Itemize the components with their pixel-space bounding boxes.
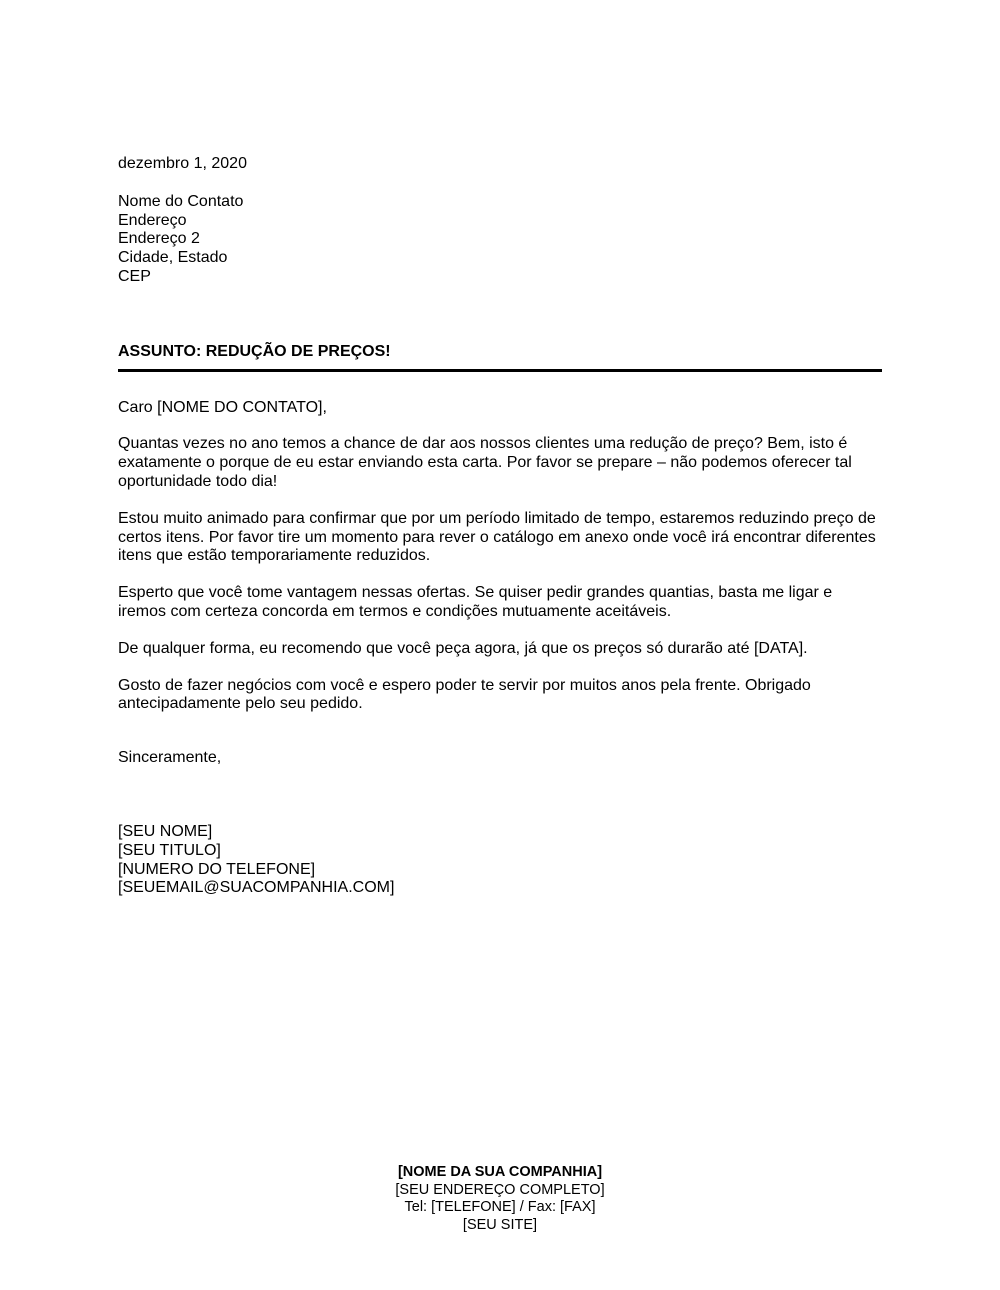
signature-block xyxy=(118,823,882,898)
body-paragraph-4: De qualquer forma, eu recomendo que você peça agora, já que os preços só durarão até [DATA]. xyxy=(118,639,808,657)
recipient-city-state: Cidade, Estado xyxy=(118,249,228,267)
footer-company-name: [NOME DA SUA COMPANHIA] xyxy=(397,1164,603,1180)
recipient-address-block xyxy=(118,193,882,287)
recipient-name: Nome do Contato xyxy=(118,192,244,210)
letter-salutation: Caro [NOME DO CONTATO], xyxy=(118,398,327,416)
body-paragraph-5: Gosto de fazer negócios com você e espero poder te servir por muitos anos pela frente. Obrigado antecipadamente pelo seu pedido. xyxy=(118,676,811,713)
letter-closing: Sinceramente, xyxy=(118,749,222,767)
recipient-zip: CEP xyxy=(118,267,151,285)
subject-divider xyxy=(118,369,882,372)
company-footer xyxy=(0,1164,1000,1234)
recipient-address-line-1: Endereço xyxy=(118,211,187,229)
footer-contact: Tel: [TELEFONE] / Fax: [FAX] xyxy=(404,1199,596,1215)
footer-site: [SEU SITE] xyxy=(462,1216,538,1233)
signature-title: [SEU TITULO] xyxy=(118,841,221,859)
signature-email: [SEUEMAIL@SUACOMPANHIA.COM] xyxy=(118,879,395,897)
body-paragraph-2: Estou muito animado para confirmar que por um período limitado de tempo, estaremos reduzindo preço de certos itens. Por favor tire um momento para rever o catálogo em anexo onde você irá encontrar diferentes itens que estão temporariamente reduzidos. xyxy=(118,509,876,565)
recipient-address-line-2: Endereço 2 xyxy=(118,230,200,248)
signature-name: [SEU NOME] xyxy=(118,822,213,840)
body-paragraph-1: Quantas vezes no ano temos a chance de dar aos nossos clientes uma redução de preço? Bem, isto é exatamente o porque de eu estar enviando esta carta. Por favor se prepare – não podemos oferecer tal oportunidade todo dia! xyxy=(118,435,852,490)
letter-body xyxy=(118,155,882,898)
footer-address: [SEU ENDEREÇO COMPLETO] xyxy=(395,1181,605,1198)
letter-subject: ASSUNTO: REDUÇÃO DE PREÇOS! xyxy=(118,342,391,360)
body-paragraph-3: Esperto que você tome vantagem nessas ofertas. Se quiser pedir grandes quantias, basta me ligar e iremos com certeza concorda em termos e condições mutuamente aceitáveis. xyxy=(118,584,833,620)
letter-date: dezembro 1, 2020 xyxy=(118,155,247,172)
signature-phone: [NUMERO DO TELEFONE] xyxy=(118,860,316,878)
